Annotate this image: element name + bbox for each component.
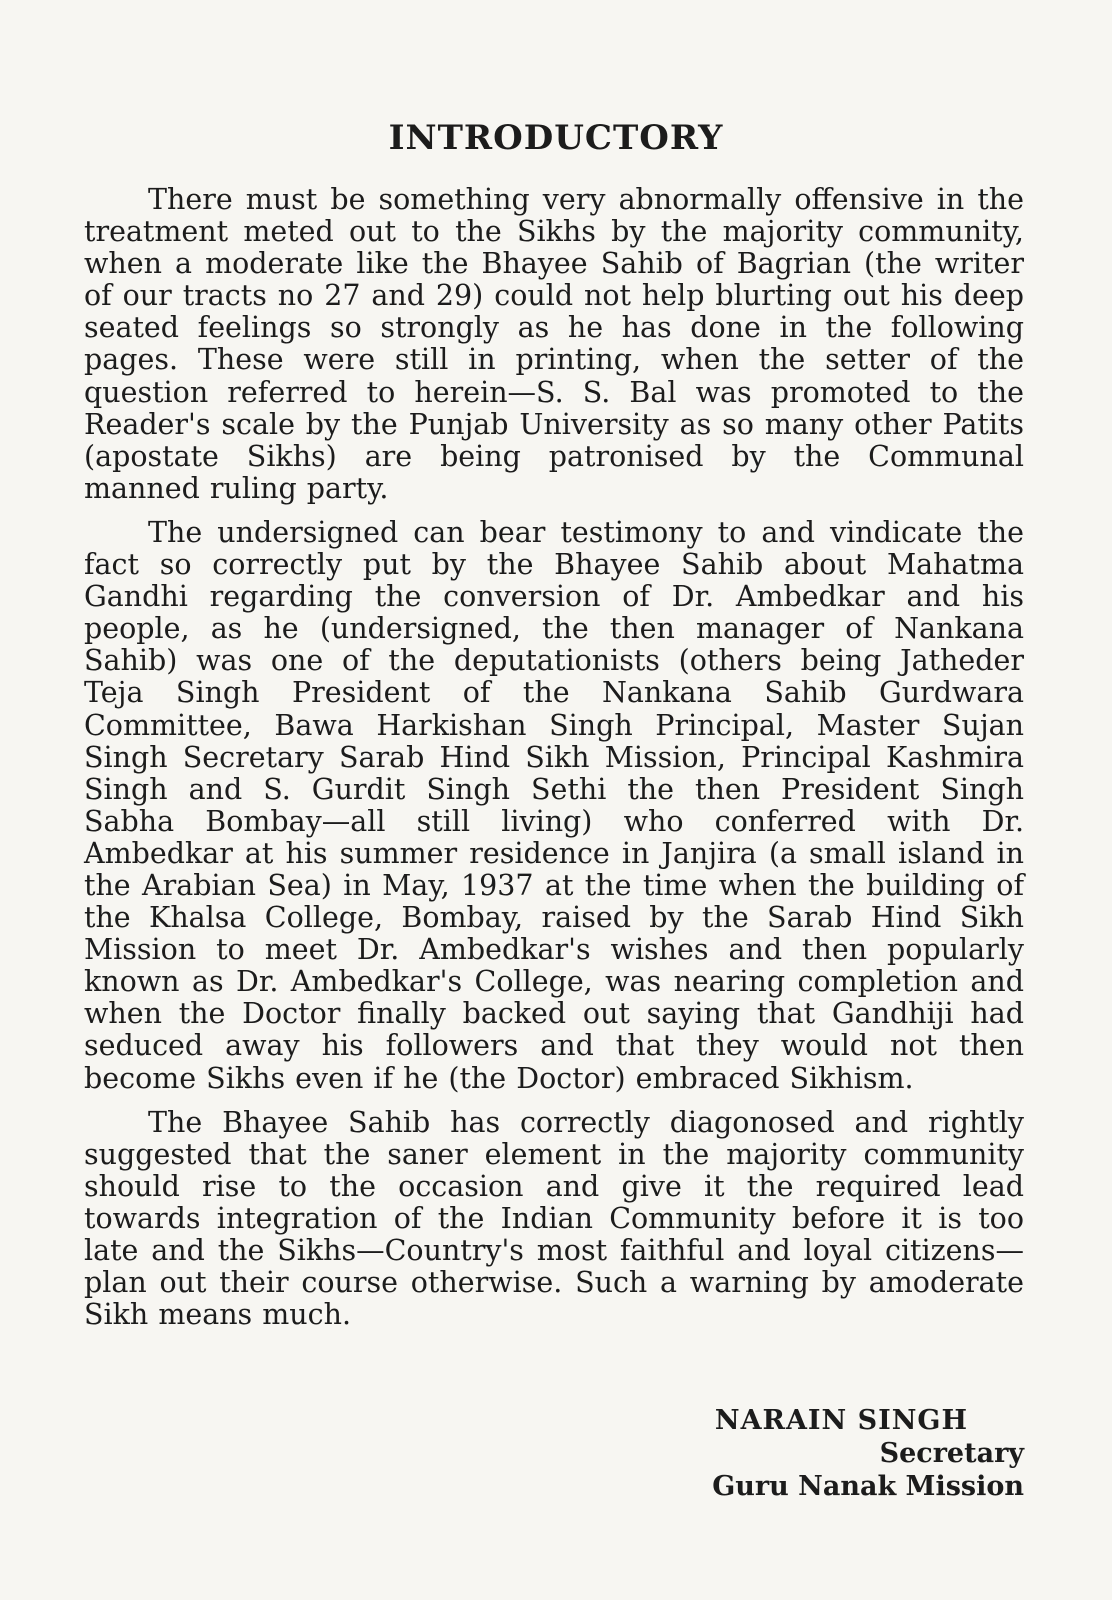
- signatory-organization: Guru Nanak Mission: [712, 1471, 1024, 1502]
- paragraph-2: The undersigned can bear testimony to and vindicate the fact so correctly put by the Bhayee Sahib about Mahatma Gandhi regarding the conversion of Dr. Ambedkar and his people, as he (undersigned, the then manager of Nankana Sahib) was one of the deputationists (others being Jatheder Teja Singh President of the Nankana Sahib Gurdwara Committee, Bawa Harkishan Singh Principal, Master Sujan Singh Secretary Sarab Hind Sikh Mission, Principal Kashmira Singh and S. Gurdit Singh Sethi the then President Singh Sabha Bombay—all still living) who conferred with Dr. Ambedkar at his summer residence in Janjira (a small island in the Arabian Sea) in May, 1937 at the time when the building of the Khalsa College, Bombay, raised by the Sarab Hind Sikh Mission to meet Dr. Ambedkar's wishes and then popularly known as Dr. Ambedkar's College, was nearing completion and when the Doctor finally backed out saying that Gandhiji had seduced away his followers and that they would not then become Sikhs even if he (the Doctor) embraced Sikhism.: [84, 515, 1024, 1095]
- body-text: [84, 184, 1024, 1331]
- paragraph-1: There must be something very abnormally offensive in the treatment meted out to the Sikhs by the majority community, when a moderate like the Bhayee Sahib of Bagrian (the writer of our tracts no 27 and 29) could not help blurting out his deep seated feelings so strongly as he has done in the following pages. These were still in printing, when the setter of the question referred to herein—S. S. Bal was promoted to the Reader's scale by the Punjab University as so many other Patits (apostate Sikhs) are being patronised by the Communal manned ruling party.: [84, 183, 1024, 505]
- signatory-name: NARAIN SINGH: [714, 1405, 968, 1436]
- signature-block: [664, 1404, 1024, 1503]
- signatory-role: Secretary: [879, 1438, 1024, 1469]
- page-title: INTRODUCTORY: [388, 118, 724, 158]
- paragraph-3: The Bhayee Sahib has correctly diagonosed and rightly suggested that the saner element in the majority community should rise to the occasion and give it the required lead towards integration of the Indian Community before it is too late and the Sikhs—Country's most faithful and loyal citizens—plan out their course otherwise. Such a warning by amoderate Sikh means much.: [84, 1105, 1024, 1332]
